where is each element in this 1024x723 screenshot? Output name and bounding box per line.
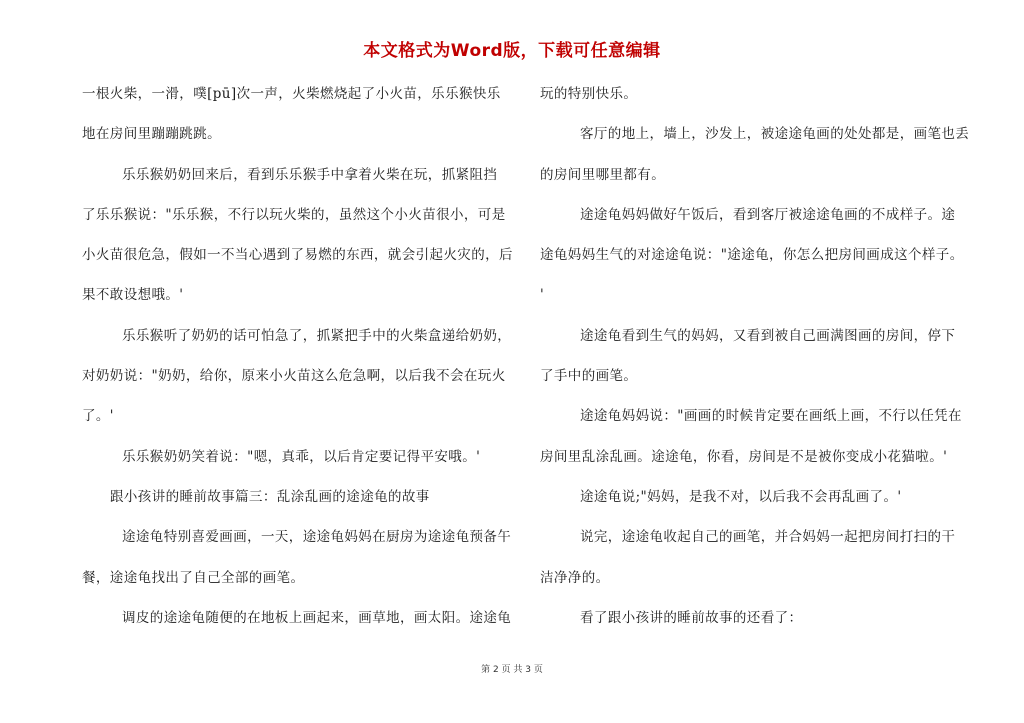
text-line: 一根火柴，一滑，噗[pū]次一声，火柴燃烧起了小火苗，乐乐猴快乐 [82, 86, 501, 102]
text-line: 途途龟妈妈做好午饭后，看到客厅被途途龟画的不成样子。途 [580, 206, 956, 223]
text-line: 途途龟说;"妈妈，是我不对，以后我不会再乱画了。' [580, 488, 902, 505]
page-number: 第 2 页 共 3 页 [481, 665, 543, 675]
text-line: 了。' [82, 408, 114, 425]
text-line: 乐乐猴听了奶奶的话可怕急了，抓紧把手中的火柴盒递给奶奶， [122, 327, 512, 344]
text-line: 调皮的途途龟随便的在地板上画起来，画草地，画太阳。途途龟 [122, 609, 512, 626]
right-column [540, 80, 970, 644]
text-line: 了手中的画笔。 [540, 368, 638, 385]
document-banner: 本文格式为Word版，下载可任意编辑 [363, 41, 661, 61]
text-line: 果不敢设想哦。' [82, 287, 184, 304]
text-line: 途途龟妈妈说："画画的时候肯定要在画纸上画，不行以任凭在 [580, 408, 962, 425]
text-line: 餐，途途龟找出了自己全部的画笔。 [82, 569, 305, 586]
text-line: 小火苗很危急，假如一不当心遇到了易燃的东西，就会引起火灾的，后 [82, 247, 513, 264]
text-line: 看了跟小孩讲的睡前故事的还看了： [580, 609, 803, 626]
text-line: 说完，途途龟收起自己的画笔，并合妈妈一起把房间打扫的干 [580, 529, 956, 546]
text-line: 途龟妈妈生气的对途途龟说："途途龟，你怎么把房间画成这个样子。 [540, 247, 964, 264]
text-line: 乐乐猴奶奶笑着说："嗯，真乖，以后肯定要记得平安哦。' [122, 448, 481, 465]
text-line: 客厅的地上，墙上，沙发上，被途途龟画的处处都是，画笔也丢 [580, 126, 970, 143]
text-line: 途途龟看到生气的妈妈，又看到被自己画满图画的房间，停下 [580, 327, 956, 344]
text-line: 地在房间里蹦蹦跳跳。 [82, 126, 221, 143]
text-line: 洁净净的。 [540, 569, 610, 586]
text-line: 房间里乱涂乱画。途途龟，你看，房间是不是被你变成小花猫啦。' [540, 448, 948, 465]
text-line: 了乐乐猴说："乐乐猴，不行以玩火柴的，虽然这个小火苗很小，可是 [82, 206, 506, 223]
text-line: ' [540, 287, 545, 304]
text-line: 的房间里哪里都有。 [540, 166, 666, 183]
text-line: 途途龟特别喜爱画画，一天，途途龟妈妈在厨房为途途龟预备午 [122, 529, 512, 546]
text-line: 对奶奶说："奶奶，给你，原来小火苗这么危急啊，以后我不会在玩火 [82, 368, 506, 385]
text-line: 玩的特别快乐。 [540, 86, 638, 102]
section-heading: 跟小孩讲的睡前故事篇三：乱涂乱画的途途龟的故事 [110, 488, 430, 505]
left-column [82, 80, 513, 644]
text-line: 乐乐猴奶奶回来后，看到乐乐猴手中拿着火柴在玩，抓紧阻挡 [122, 166, 498, 183]
